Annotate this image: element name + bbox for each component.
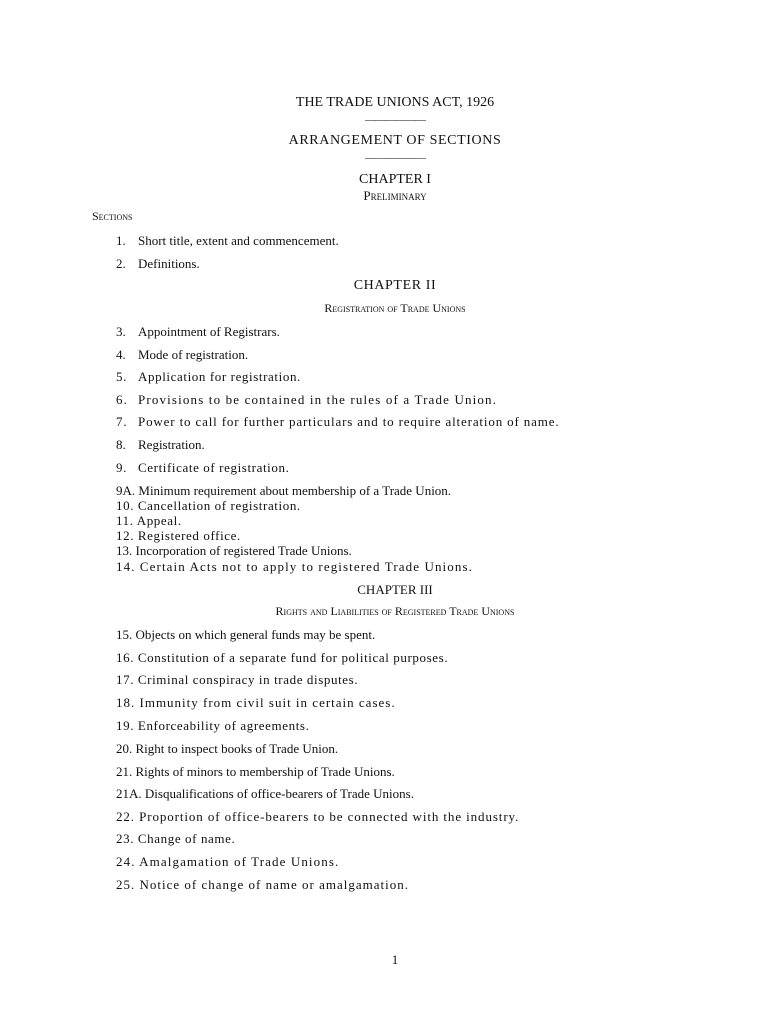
section-entry: 6. Provisions to be contained in the rules of a Trade Union. bbox=[116, 392, 498, 407]
divider: —————— bbox=[365, 152, 425, 164]
section-entry: 7. Power to call for further particulars and to require alteration of name. bbox=[116, 414, 560, 429]
section-entry: 4. Mode of registration. bbox=[116, 347, 249, 362]
document-title: THE TRADE UNIONS ACT, 1926 bbox=[295, 95, 495, 110]
section-entry: 14. Certain Acts not to apply to registered Trade Unions. bbox=[116, 559, 473, 574]
section-entry: 18. Immunity from civil suit in certain cases. bbox=[116, 695, 396, 710]
chapter-subheading: Rights and Liabilities of Registered Trade Unions bbox=[275, 604, 515, 618]
section-entry: 17. Criminal conspiracy in trade disputes. bbox=[116, 672, 359, 687]
chapter-heading: CHAPTER III bbox=[357, 582, 433, 597]
section-entry: 1. Short title, extent and commencement. bbox=[116, 233, 339, 248]
section-entry: 22. Proportion of office-bearers to be connected with the industry. bbox=[116, 809, 520, 824]
sections-label: Sections bbox=[92, 209, 133, 223]
section-entry: 2. Definitions. bbox=[116, 256, 200, 271]
section-entry: 24. Amalgamation of Trade Unions. bbox=[116, 854, 340, 869]
section-entry: 5. Application for registration. bbox=[116, 369, 301, 384]
section-entry: 9. Certificate of registration. bbox=[116, 460, 290, 475]
chapter-heading: CHAPTER I bbox=[359, 172, 431, 187]
section-entry: 8. Registration. bbox=[116, 437, 205, 452]
section-entry: 20. Right to inspect books of Trade Union. bbox=[116, 741, 339, 756]
divider: —————— bbox=[365, 114, 425, 126]
section-entry: 15. Objects on which general funds may be spent. bbox=[116, 627, 376, 642]
section-entry: 9A. Minimum requirement about membership of a Trade Union. bbox=[116, 483, 452, 498]
section-entry: 19. Enforceability of agreements. bbox=[116, 718, 310, 733]
chapter-subheading: Registration of Trade Unions bbox=[324, 301, 466, 315]
section-entry: 10. Cancellation of registration. bbox=[116, 498, 301, 513]
section-entry: 13. Incorporation of registered Trade Unions. bbox=[116, 543, 352, 558]
section-entry: 12. Registered office. bbox=[116, 528, 241, 543]
page-number: 1 bbox=[391, 952, 399, 967]
section-entry: 21A. Disqualifications of office-bearers of Trade Unions. bbox=[116, 786, 414, 801]
section-entry: 16. Constitution of a separate fund for political purposes. bbox=[116, 650, 449, 665]
section-entry: 3. Appointment of Registrars. bbox=[116, 324, 280, 339]
section-entry: 11. Appeal. bbox=[116, 513, 182, 528]
section-entry: 21. Rights of minors to membership of Trade Unions. bbox=[116, 764, 395, 779]
arrangement-heading: ARRANGEMENT OF SECTIONS bbox=[288, 133, 502, 148]
section-entry: 23. Change of name. bbox=[116, 831, 236, 846]
chapter-subheading: Preliminary bbox=[363, 188, 427, 203]
section-entry: 25. Notice of change of name or amalgamation. bbox=[116, 877, 409, 892]
chapter-heading: CHAPTER II bbox=[353, 278, 437, 293]
